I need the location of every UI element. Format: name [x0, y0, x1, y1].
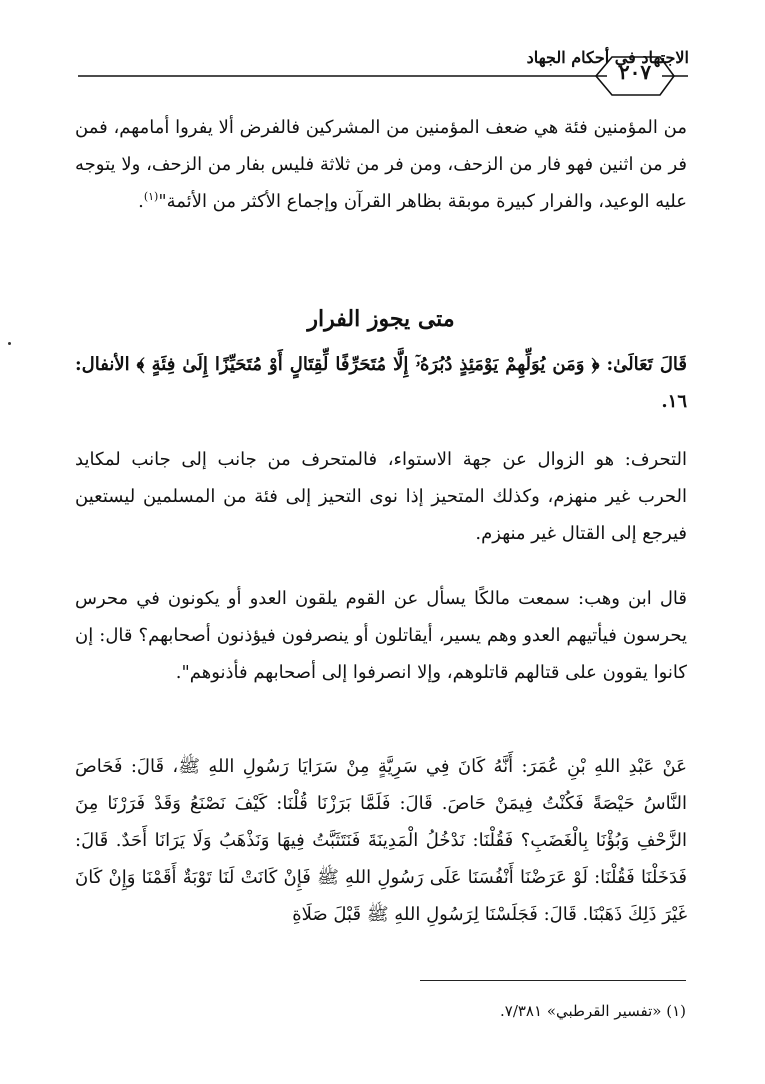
section-heading: متى يجوز الفرار	[307, 306, 455, 332]
footnote-reference: (١)	[143, 190, 159, 203]
footnote: (١) «تفسير القرطبي» ٧/٣٨١.	[499, 1002, 686, 1020]
paragraph-definition: التحرف: هو الزوال عن جهة الاستواء، فالمتحرف من جانب إلى جانب لمكايد الحرب غير منهزم، وكذلك المتحيز إذا نوى التحيز إلى فئة من المسلمين ليستعين فيرجع إلى القتال غير منهزم.	[75, 449, 687, 544]
quran-verse: قَالَ تَعَالَىٰ: ﴿ وَمَن يُوَلِّهِمْ يَوْمَئِذٍ دُبُرَهُۥٓ إِلَّا مُتَحَرِّفًا لِّقِتَالٍ أَوْ مُتَحَيِّزًا إِلَىٰ فِئَةٍ ﴾ الأنفال: ١٦.	[75, 354, 687, 412]
paragraph-intro	[75, 109, 687, 220]
running-header-title: الاجتهاد في أحكام الجهاد	[526, 48, 689, 67]
paragraph-intro-end: .	[138, 191, 144, 212]
margin-mark	[8, 342, 11, 345]
page-number: ٢٠٧	[618, 60, 652, 84]
paragraph-intro-text: من المؤمنين فئة هي ضعف المؤمنين من المشركين فالفرض ألا يفروا أمامهم، فمن فر من اثنين فهو فار من الزحف، ومن فر من ثلاثة فليس بفار من الزحف، ولا يتوجه عليه الوعيد، والفرار كبيرة موبقة بظاهر القرآن وإجماع الأكثر من الأئمة"	[75, 117, 687, 212]
footnote-separator	[420, 980, 686, 981]
paragraph-ibn-wahb: قال ابن وهب: سمعت مالكًا يسأل عن القوم يلقون العدو أو يكونون في محرس يحرسون فيأتيهم العدو وهم يسير، أيقاتلون أو ينصرفون فيؤذنون أصحابهم؟ قال: إن كانوا يقوون على قتالهم قاتلوهم، وإلا انصرفوا إلى أصحابهم فأذنوهم".	[75, 588, 687, 683]
paragraph-hadith: عَنْ عَبْدِ اللهِ بْنِ عُمَرَ: أَنَّهُ كَانَ فِي سَرِيَّةٍ مِنْ سَرَايَا رَسُولِ اللهِ ﷺ، قَالَ: فَحَاصَ النَّاسُ حَيْصَةً فَكُنْتُ فِيمَنْ حَاصَ. قَالَ: فَلَمَّا بَرَزْنَا قُلْنَا: كَيْفَ نَصْنَعُ وَقَدْ فَرَرْنَا مِنَ الزَّحْفِ وَبُؤْنَا بِالْغَضَبِ؟ فَقُلْنَا: نَدْخُلُ الْمَدِينَةَ فَنَتَثَبَّتُ فِيهَا وَنَذْهَبُ وَلَا يَرَانَا أَحَدٌ. قَالَ: فَدَخَلْنَا فَقُلْنَا: لَوْ عَرَضْنَا أَنْفُسَنَا عَلَى رَسُولِ اللهِ ﷺ فَإِنْ كَانَتْ لَنَا تَوْبَةٌ أَقَمْنَا وَإِنْ كَانَ غَيْرَ ذَلِكَ ذَهَبْنَا. قَالَ: فَجَلَسْنَا لِرَسُولِ اللهِ ﷺ قَبْلَ صَلَاةِ	[75, 756, 687, 925]
